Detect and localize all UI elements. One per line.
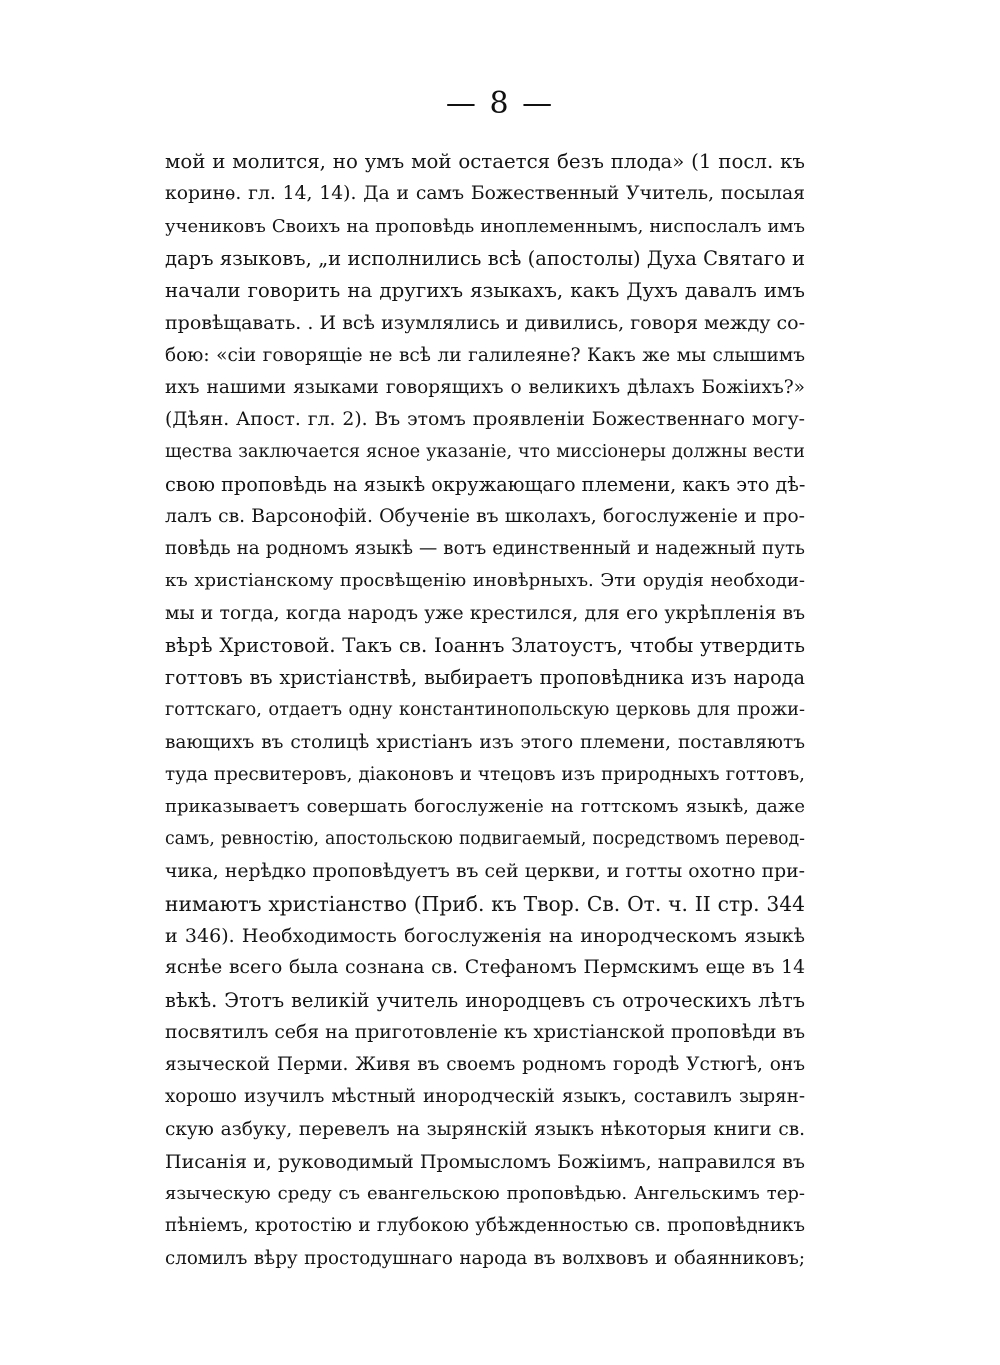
text-line: пѣніемъ, кротостію и глубокою убѣжденностью св. проповѣдникъ <box>165 1215 805 1237</box>
body-text <box>165 146 805 1275</box>
text-line: языческую среду съ евангельскою проповѣдью. Ангельскимъ тер- <box>165 1183 805 1204</box>
text-line: вѣкѣ. Этотъ великій учитель инородцевъ съ отроческихъ лѣтъ <box>165 988 805 1012</box>
text-line: готтовъ въ христіанствѣ, выбираетъ проповѣдника изъ народа <box>165 666 805 689</box>
text-line: начали говорить на другихъ языкахъ, какъ Духъ давалъ имъ <box>165 279 805 302</box>
text-line: вающихъ въ столицѣ христіанъ изъ этого племени, поставляютъ <box>165 731 805 753</box>
text-line: хорошо изучилъ мѣстный инородческій языкъ, составилъ зырян- <box>165 1086 805 1108</box>
text-line: даръ языковъ, „и исполнились всѣ (апостолы) Духа Святаго и <box>165 246 805 270</box>
text-line: и 346). Необходимость богослуженія на инородческомъ языкѣ <box>165 925 805 947</box>
text-line: приказываетъ совершать богослуженіе на готтскомъ языкѣ, даже <box>165 796 805 817</box>
text-line: готтскаго, отдаетъ одну константинопольскую церковь для прожи- <box>165 700 805 721</box>
text-line: чика, нерѣдко проповѣдуетъ въ сей церкви, и готты охотно при- <box>165 860 805 882</box>
text-line: мы и тогда, когда народъ уже крестился, для его укрѣпленія въ <box>165 602 805 624</box>
text-line: языческой Перми. Живя въ своемъ родномъ городѣ Устюгѣ, онъ <box>165 1054 805 1075</box>
text-line: скую азбуку, перевелъ на зырянскій языкъ нѣкоторыя книги св. <box>165 1118 805 1140</box>
text-line: ихъ нашими языками говорящихъ о великихъ дѣлахъ Божіихъ?» <box>165 376 805 398</box>
text-line: щества заключается ясное указаніе, что миссіонеры должны вести <box>165 442 805 463</box>
text-line: Писанія и, руководимый Промысломъ Божіимъ, направился въ <box>165 1150 805 1173</box>
text-line: коринѳ. гл. 14, 14). Да и самъ Божественный Учитель, посылая <box>165 183 805 205</box>
text-line: повѣдь на родномъ языкѣ — вотъ единственный и надежный путь <box>165 538 805 559</box>
text-line: провѣщавать. . И всѣ изумлялись и дивились, говоря между со- <box>165 312 805 335</box>
page-number: — 8 — <box>445 86 555 121</box>
text-line: яснѣе всего была сознана св. Стефаномъ Пермскимъ еще въ 14 <box>165 957 805 979</box>
text-line: сломилъ вѣру простодушнаго народа въ волхвовъ и обаянниковъ; <box>165 1247 805 1269</box>
text-line: вѣрѣ Христовой. Такъ св. Іоаннъ Златоустъ, чтобы утвердить <box>165 633 805 657</box>
text-line: самъ, ревностію, апостольскою подвигаемый, посредствомъ перевод- <box>165 829 805 850</box>
text-line: свою проповѣдь на языкѣ окружающаго племени, какъ это дѣ- <box>165 472 805 496</box>
text-line: учениковъ Своихъ на проповѣдь иноплеменнымъ, ниспослалъ имъ <box>165 215 805 237</box>
text-line: мой и молится, но умъ мой остается безъ плода» (1 посл. къ <box>165 150 805 173</box>
text-line: бою: «сіи говорящіе не всѣ ли галилеяне? Какъ же мы слышимъ <box>165 344 805 366</box>
text-line: лалъ св. Варсонофій. Обученіе въ школахъ, богослуженіе и про- <box>165 505 805 527</box>
text-line: посвятилъ себя на приготовленіе къ христіанской проповѣди въ <box>165 1021 805 1043</box>
text-line: туда пресвитеровъ, діаконовъ и чтецовъ изъ природныхъ готтовъ, <box>165 763 805 785</box>
text-line: нимаютъ христіанство (Приб. къ Твор. Св. От. ч. II стр. 344 <box>165 891 805 916</box>
text-line: (Дѣян. Апост. гл. 2). Въ этомъ проявленіи Божественнаго могу- <box>165 409 805 430</box>
text-line: къ христіанскому просвѣщенію иновѣрныхъ. Эти орудія необходи- <box>165 570 805 592</box>
